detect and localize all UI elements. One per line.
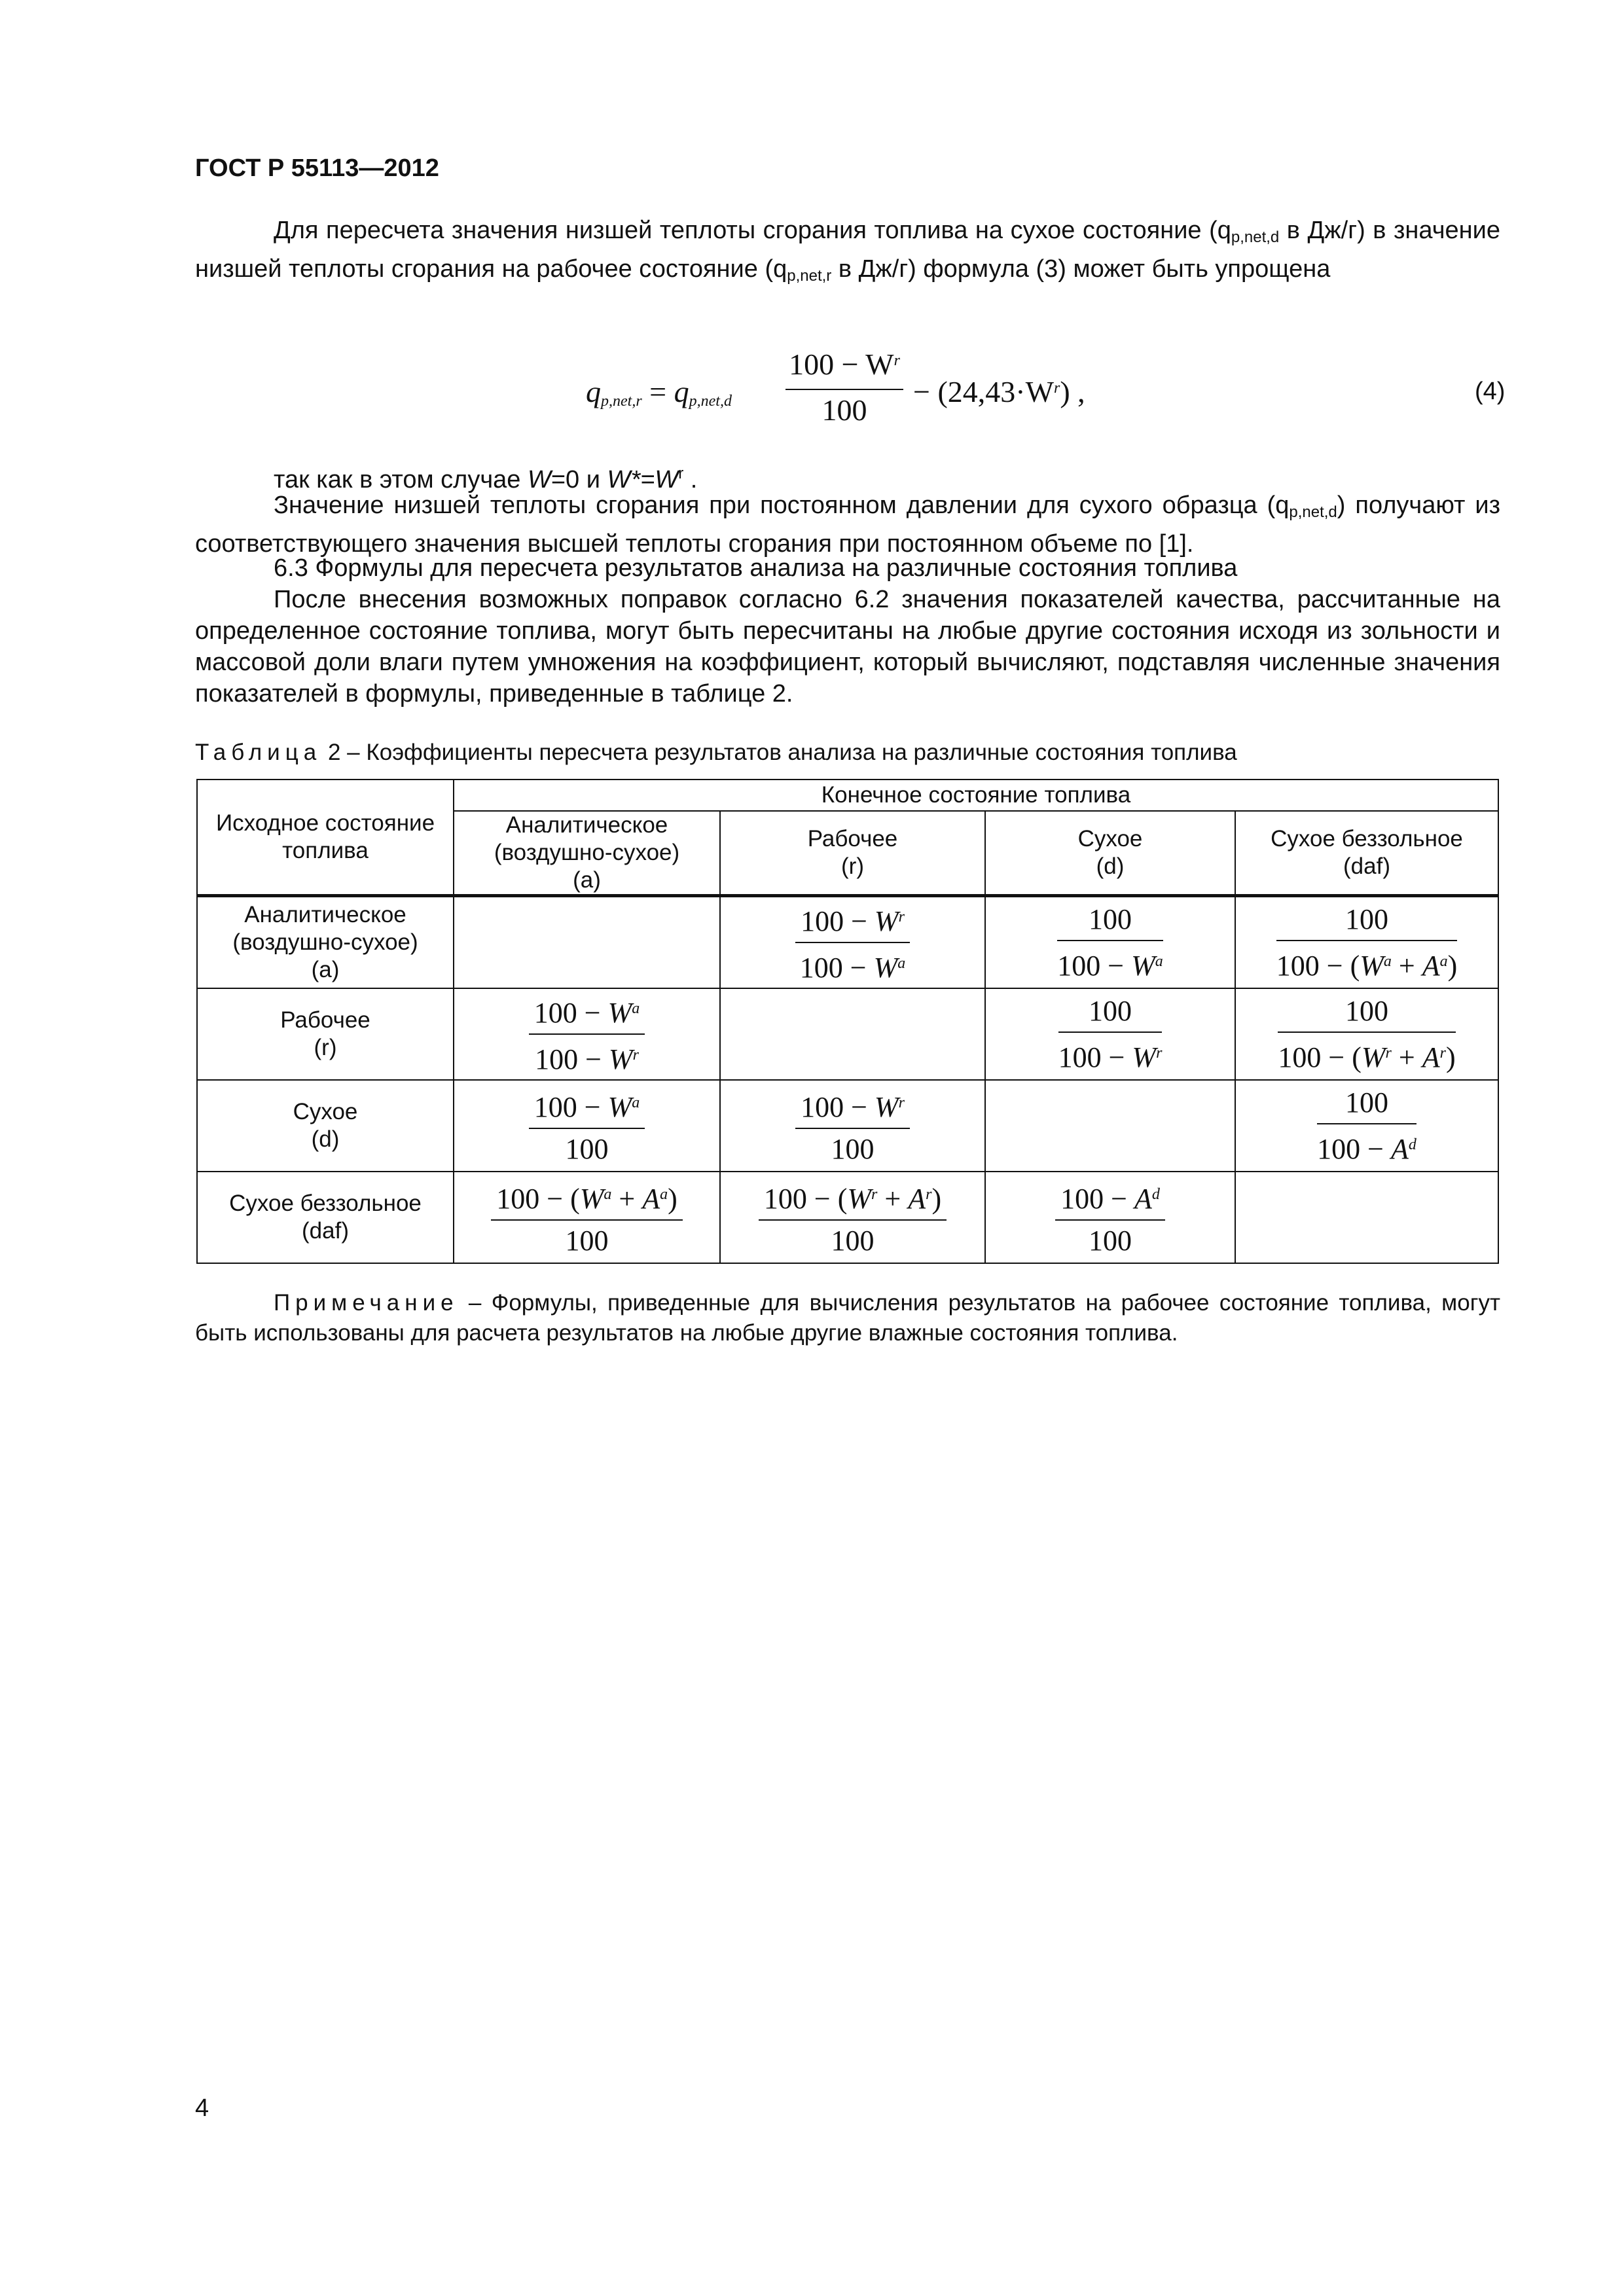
row-header-analytical: Аналитическое (воздушно-сухое) (а) — [197, 896, 454, 989]
col-header-analytical: Аналитическое (воздушно-сухое) (а) — [454, 811, 720, 896]
cell-d-daf: $\frac{100}{100 - A^d}$ — [1235, 1080, 1498, 1172]
document-header: ГОСТ Р 55113—2012 — [195, 154, 439, 182]
equation-number: (4) — [1475, 378, 1506, 405]
formula-lhs: $q_{p,net,r} = q_{p,net,d}$ — [586, 375, 732, 410]
cell-daf-a: $\frac{100 - (W^a + A^a)}{100}$ — [454, 1172, 720, 1263]
origin-state-header: Исходное состояние топлива — [197, 780, 454, 896]
cell-d-r: $\frac{100 - W^r}{100}$ — [720, 1080, 985, 1172]
table-row — [197, 1172, 1498, 1263]
formula-fraction: $100 - W^r$ 100 — [785, 347, 903, 427]
table-row — [197, 896, 1498, 989]
cell-daf-r: $\frac{100 - (W^r + A^r)}{100}$ — [720, 1172, 985, 1263]
cell-empty — [454, 896, 720, 989]
paragraph-condition: так как в этом случае W=0 и $W*=W^r$ . — [274, 465, 698, 493]
cell-r-d: $\frac{100}{100 - W^r}$ — [985, 988, 1235, 1080]
cell-daf-d: $\frac{100 - A^d}{100}$ — [985, 1172, 1235, 1263]
page-number: 4 — [195, 2094, 209, 2122]
cell-d-a: $\frac{100 - W^a}{100}$ — [454, 1080, 720, 1172]
table-note: Примечание – Формулы, приведенные для вычисления результатов на рабочее состояние топлива, могут быть использованы для расчета результатов на любые другие влажные состояния топлива. — [195, 1290, 1500, 1346]
cell-r-a: $\frac{100 - W^a}{100 - W^r}$ — [454, 988, 720, 1080]
paragraph-recalculation: После внесения возможных поправок согласно 6.2 значения показателей качества, рассчитанные на определенное состояние топлива, могут быть пересчитаны на любые другие состояния исходя из зольности и массовой доли влаги путем умножения на коэффициент, который вычисляют, подставляя численные значения показателей в формулы, приведенные в таблице 2. — [195, 586, 1500, 708]
col-header-working: Рабочее (r) — [720, 811, 985, 896]
section-6-3-heading: 6.3 Формулы для пересчета результатов анализа на различные состояния топлива — [274, 554, 1238, 582]
table-row — [197, 1080, 1498, 1172]
cell-empty — [720, 988, 985, 1080]
col-header-dry: Сухое (d) — [985, 811, 1235, 896]
row-header-working: Рабочее (r) — [197, 988, 454, 1080]
final-state-header: Конечное состояние топлива — [454, 780, 1498, 811]
col-header-dry-ash-free: Сухое беззольное (daf) — [1235, 811, 1498, 896]
row-header-dry: Сухое (d) — [197, 1080, 454, 1172]
cell-empty — [1235, 1172, 1498, 1263]
table-caption: Таблица 2 – Коэффициенты пересчета результатов анализа на различные состояния топлива — [195, 740, 1237, 765]
cell-a-r: $\frac{100 - W^r}{100 - W^a}$ — [720, 896, 985, 989]
cell-empty — [985, 1080, 1235, 1172]
cell-a-daf: $\frac{100}{100 - (W^a + A^a)}$ — [1235, 896, 1498, 989]
cell-r-daf: $\frac{100}{100 - (W^r + A^r)}$ — [1235, 988, 1498, 1080]
row-header-dry-ash-free: Сухое беззольное (daf) — [197, 1172, 454, 1263]
intro-paragraph: Для пересчета значения низшей теплоты сгорания топлива на сухое состояние ($q_{p,net,d}$ в Дж/г) в значение низшей теплоты сгорания на рабочее состояние ($q_{p,net,r}$ в Дж/г) формула (3) может быть упрощена — [195, 217, 1500, 285]
cell-a-d: $\frac{100}{100 - W^a}$ — [985, 896, 1235, 989]
conversion-table — [196, 779, 1499, 1264]
formula-4 — [586, 347, 1175, 439]
formula-tail: − $(24,43\cdot W^r)$ , — [913, 375, 1085, 408]
paragraph-lower-heat: Значение низшей теплоты сгорания при постоянном давлении для сухого образца $(q_{p,net,d})$ получают из соответствующего значения высшей теплоты сгорания при постоянном объеме по [1]. — [195, 492, 1500, 558]
table-row — [197, 988, 1498, 1080]
